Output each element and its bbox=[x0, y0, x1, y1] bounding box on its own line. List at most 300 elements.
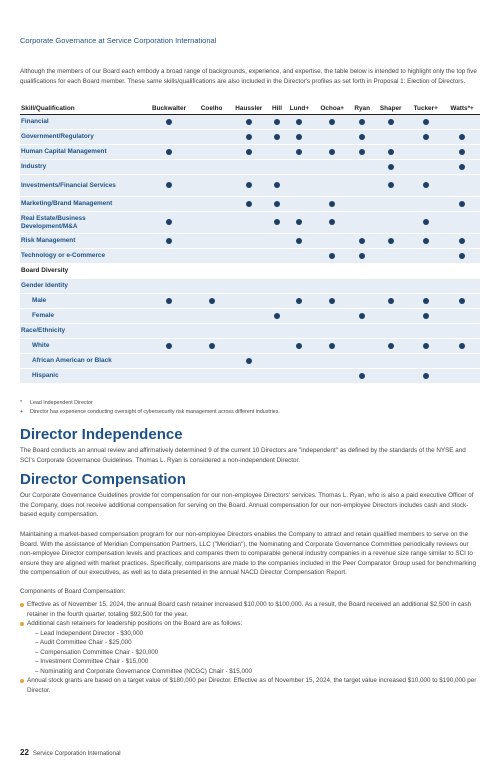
filled-dot-icon bbox=[274, 134, 280, 140]
table-row bbox=[20, 324, 480, 339]
bullet-dot-icon bbox=[20, 603, 24, 607]
filled-dot-icon bbox=[296, 298, 302, 304]
filled-dot-icon bbox=[388, 164, 394, 170]
filled-dot-icon bbox=[359, 134, 365, 140]
components-label: Components of Board Compensation: bbox=[20, 588, 126, 595]
table-cell bbox=[407, 160, 444, 175]
filled-dot-icon bbox=[423, 313, 429, 319]
compensation-bullets bbox=[20, 600, 482, 695]
table-cell bbox=[314, 324, 350, 339]
table-cell bbox=[195, 145, 228, 160]
filled-dot-icon bbox=[274, 119, 280, 125]
table-row bbox=[20, 294, 480, 309]
filled-dot-icon bbox=[459, 343, 465, 349]
filled-dot-icon bbox=[388, 182, 394, 188]
filled-dot-icon bbox=[296, 238, 302, 244]
table-row bbox=[20, 234, 480, 249]
table-cell bbox=[314, 175, 350, 197]
filled-dot-icon bbox=[359, 253, 365, 259]
director-column-header: Watts*+ bbox=[444, 102, 480, 115]
table-cell bbox=[374, 279, 407, 294]
table-cell bbox=[228, 339, 269, 354]
filled-dot-icon bbox=[166, 298, 172, 304]
table-cell bbox=[350, 145, 374, 160]
table-cell bbox=[285, 197, 315, 212]
table-cell bbox=[195, 279, 228, 294]
table-cell bbox=[228, 115, 269, 130]
table-cell bbox=[195, 354, 228, 369]
table-cell bbox=[350, 294, 374, 309]
table-cell bbox=[269, 175, 284, 197]
table-cell bbox=[285, 354, 315, 369]
table-cell bbox=[228, 354, 269, 369]
table-cell bbox=[350, 354, 374, 369]
row-label: African American or Black bbox=[20, 354, 143, 369]
row-label: Female bbox=[20, 309, 143, 324]
table-row bbox=[20, 115, 480, 130]
table-cell bbox=[314, 279, 350, 294]
table-cell bbox=[143, 212, 195, 234]
table-cell bbox=[350, 249, 374, 264]
table-cell bbox=[195, 212, 228, 234]
table-cell bbox=[195, 309, 228, 324]
table-row bbox=[20, 369, 480, 384]
table-row bbox=[20, 264, 480, 279]
table-cell bbox=[374, 309, 407, 324]
filled-dot-icon bbox=[329, 298, 335, 304]
table-cell bbox=[314, 354, 350, 369]
table-cell bbox=[444, 279, 480, 294]
filled-dot-icon bbox=[388, 119, 394, 125]
table-cell bbox=[143, 249, 195, 264]
table-cell bbox=[269, 115, 284, 130]
bullet-dot-icon bbox=[20, 622, 24, 626]
table-cell bbox=[228, 264, 269, 279]
table-cell bbox=[314, 130, 350, 145]
filled-dot-icon bbox=[296, 219, 302, 225]
table-cell bbox=[285, 160, 315, 175]
table-cell bbox=[407, 279, 444, 294]
table-cell bbox=[350, 212, 374, 234]
row-label: Gender Identity bbox=[20, 279, 143, 294]
director-column-header: Tucker+ bbox=[407, 102, 444, 115]
filled-dot-icon bbox=[359, 238, 365, 244]
table-cell bbox=[143, 354, 195, 369]
table-cell bbox=[314, 145, 350, 160]
filled-dot-icon bbox=[246, 134, 252, 140]
table-cell bbox=[143, 197, 195, 212]
row-label: Marketing/Brand Management bbox=[20, 197, 143, 212]
table-cell bbox=[314, 249, 350, 264]
list-item: Effective as of November 15, 2024, the annual Board cash retainer increased $10,000 to $100,000. As a result, the Board received an additional $2,500 in cash retainer in the fourth quarter, totaling $92,500 for the year. bbox=[20, 600, 482, 619]
table-cell bbox=[228, 160, 269, 175]
table-cell bbox=[228, 130, 269, 145]
table-cell bbox=[285, 130, 315, 145]
table-cell bbox=[195, 115, 228, 130]
table-cell bbox=[314, 369, 350, 384]
skill-column-header: Skill/Qualification bbox=[20, 102, 143, 115]
row-label: Technology or e-Commerce bbox=[20, 249, 143, 264]
table-cell bbox=[407, 212, 444, 234]
table-cell bbox=[407, 264, 444, 279]
table-cell bbox=[228, 249, 269, 264]
compensation-paragraph-1: Our Corporate Governance Guidelines provide for compensation for our non-employee Directors' services. Thomas L. Ryan, who is also a paid executive Officer of the Company, does not receive additional compensation for serving on the Board. Annual compensation for our non-employee Directors includes cash and stock-based equity compensation. bbox=[20, 492, 474, 518]
table-cell bbox=[374, 324, 407, 339]
table-cell bbox=[195, 160, 228, 175]
row-label: Male bbox=[20, 294, 143, 309]
retainer-item: – Compensation Committee Chair - $20,000 bbox=[35, 648, 159, 656]
table-row bbox=[20, 175, 480, 197]
retainer-item: – Lead Independent Director - $30,000 bbox=[35, 629, 144, 637]
table-cell bbox=[143, 130, 195, 145]
row-label: Financial bbox=[20, 115, 143, 130]
filled-dot-icon bbox=[274, 313, 280, 319]
table-cell bbox=[374, 212, 407, 234]
table-cell bbox=[228, 294, 269, 309]
table-row bbox=[20, 249, 480, 264]
table-cell bbox=[285, 212, 315, 234]
table-cell bbox=[314, 294, 350, 309]
filled-dot-icon bbox=[423, 298, 429, 304]
filled-dot-icon bbox=[209, 343, 215, 349]
table-cell bbox=[269, 160, 284, 175]
filled-dot-icon bbox=[459, 201, 465, 207]
filled-dot-icon bbox=[329, 343, 335, 349]
table-cell bbox=[444, 294, 480, 309]
filled-dot-icon bbox=[166, 219, 172, 225]
filled-dot-icon bbox=[166, 238, 172, 244]
table-cell bbox=[285, 145, 315, 160]
table-cell bbox=[285, 115, 315, 130]
table-cell bbox=[269, 324, 284, 339]
row-label: Real Estate/Business Development/M&A bbox=[20, 212, 143, 234]
table-cell bbox=[444, 234, 480, 249]
table-cell bbox=[143, 145, 195, 160]
table-cell bbox=[350, 160, 374, 175]
table-cell bbox=[374, 354, 407, 369]
table-cell bbox=[407, 234, 444, 249]
table-cell bbox=[407, 309, 444, 324]
retainer-item: – Audit Committee Chair - $25,000 bbox=[35, 639, 132, 646]
table-row bbox=[20, 145, 480, 160]
filled-dot-icon bbox=[329, 253, 335, 259]
table-cell bbox=[195, 249, 228, 264]
filled-dot-icon bbox=[359, 149, 365, 155]
page-number: 22 bbox=[20, 748, 29, 757]
page-footer bbox=[20, 748, 121, 757]
row-label: Industry bbox=[20, 160, 143, 175]
table-cell bbox=[444, 160, 480, 175]
filled-dot-icon bbox=[388, 298, 394, 304]
retainer-item: – Nominating and Corporate Governance Committee (NCGC) Chair - $15,000 bbox=[35, 667, 252, 675]
table-cell bbox=[407, 145, 444, 160]
table-cell bbox=[350, 264, 374, 279]
table-cell bbox=[314, 309, 350, 324]
table-cell bbox=[269, 212, 284, 234]
table-cell bbox=[444, 354, 480, 369]
table-cell bbox=[444, 115, 480, 130]
table-cell bbox=[195, 324, 228, 339]
table-cell bbox=[407, 339, 444, 354]
table-cell bbox=[285, 294, 315, 309]
table-cell bbox=[143, 339, 195, 354]
table-cell bbox=[195, 234, 228, 249]
filled-dot-icon bbox=[166, 119, 172, 125]
table-cell bbox=[407, 130, 444, 145]
table-cell bbox=[195, 130, 228, 145]
filled-dot-icon bbox=[423, 182, 429, 188]
independence-paragraph: The Board conducts an annual review and affirmatively determined 9 of the current 10 Directors are "independent" as defined by the standards of the NYSE and SCI's Corporate Governance Guidelines. Thomas L. Ryan is considered a non-independent Director. bbox=[20, 447, 466, 464]
table-cell bbox=[350, 197, 374, 212]
director-column-header: Ryan bbox=[350, 102, 374, 115]
table-cell bbox=[143, 309, 195, 324]
table-cell bbox=[269, 234, 284, 249]
table-cell bbox=[269, 130, 284, 145]
independence-heading: Director Independence bbox=[20, 426, 183, 443]
table-cell bbox=[407, 294, 444, 309]
row-label: Risk Management bbox=[20, 234, 143, 249]
table-cell bbox=[228, 145, 269, 160]
table-cell bbox=[143, 160, 195, 175]
table-cell bbox=[143, 115, 195, 130]
filled-dot-icon bbox=[296, 343, 302, 349]
table-row bbox=[20, 354, 480, 369]
table-cell bbox=[444, 175, 480, 197]
filled-dot-icon bbox=[296, 119, 302, 125]
filled-dot-icon bbox=[246, 182, 252, 188]
table-cell bbox=[407, 249, 444, 264]
table-cell bbox=[314, 234, 350, 249]
table-cell bbox=[374, 294, 407, 309]
table-cell bbox=[143, 324, 195, 339]
table-cell bbox=[269, 145, 284, 160]
filled-dot-icon bbox=[359, 119, 365, 125]
filled-dot-icon bbox=[423, 343, 429, 349]
table-cell bbox=[285, 264, 315, 279]
row-label: Board Diversity bbox=[20, 264, 143, 279]
table-row bbox=[20, 130, 480, 145]
table-cell bbox=[350, 324, 374, 339]
footnote: * Lead Independent Director bbox=[20, 400, 93, 406]
footer-company: Service Corporation International bbox=[32, 751, 121, 757]
table-cell bbox=[350, 369, 374, 384]
director-column-header: Buckwalter bbox=[143, 102, 195, 115]
director-column-header: Coelho bbox=[195, 102, 228, 115]
table-cell bbox=[314, 160, 350, 175]
table-cell bbox=[228, 309, 269, 324]
table-cell bbox=[269, 339, 284, 354]
table-row bbox=[20, 197, 480, 212]
table-cell bbox=[269, 279, 284, 294]
filled-dot-icon bbox=[423, 119, 429, 125]
filled-dot-icon bbox=[329, 201, 335, 207]
filled-dot-icon bbox=[459, 298, 465, 304]
table-cell bbox=[444, 309, 480, 324]
filled-dot-icon bbox=[459, 253, 465, 259]
table-cell bbox=[444, 197, 480, 212]
compensation-paragraph-2: Maintaining a market-based compensation program for our non-employee Directors enables the Company to attract and retain qualified members to serve on the Board. With the assistance of Meridian Compensation Partners, LLC ("Meridian"), the Nominating and Corporate Governance Committee periodically reviews our non-employee Director compensation levels and practices and compares them to comparable general industry companies in a revenue size range similar to SCI to ensure they are aligned with market practices. Specifically, comparisons are made to the companies included in the Peer Comparator Group used for benchmarking the compensation of our executives, as well as to data presented in the annual NACD Director Compensation Report. bbox=[20, 531, 476, 576]
filled-dot-icon bbox=[359, 373, 365, 379]
table-cell bbox=[407, 354, 444, 369]
director-column-header: Haussler bbox=[228, 102, 269, 115]
table-cell bbox=[285, 234, 315, 249]
table-cell bbox=[444, 264, 480, 279]
table-cell bbox=[228, 369, 269, 384]
filled-dot-icon bbox=[423, 219, 429, 225]
compensation-heading: Director Compensation bbox=[20, 471, 186, 488]
filled-dot-icon bbox=[246, 119, 252, 125]
table-cell bbox=[444, 212, 480, 234]
table-cell bbox=[285, 339, 315, 354]
table-cell bbox=[195, 339, 228, 354]
filled-dot-icon bbox=[296, 149, 302, 155]
table-cell bbox=[285, 175, 315, 197]
filled-dot-icon bbox=[388, 343, 394, 349]
filled-dot-icon bbox=[388, 238, 394, 244]
filled-dot-icon bbox=[166, 182, 172, 188]
table-cell bbox=[407, 369, 444, 384]
filled-dot-icon bbox=[459, 238, 465, 244]
filled-dot-icon bbox=[388, 149, 394, 155]
table-cell bbox=[143, 234, 195, 249]
table-cell bbox=[195, 369, 228, 384]
table-cell bbox=[444, 130, 480, 145]
director-column-header: Hill bbox=[269, 102, 284, 115]
table-cell bbox=[374, 160, 407, 175]
filled-dot-icon bbox=[329, 219, 335, 225]
bullet-dot-icon bbox=[20, 679, 24, 683]
table-cell bbox=[314, 115, 350, 130]
table-cell bbox=[374, 130, 407, 145]
row-label: White bbox=[20, 339, 143, 354]
table-cell bbox=[374, 145, 407, 160]
table-cell bbox=[314, 197, 350, 212]
table-cell bbox=[350, 130, 374, 145]
table-cell bbox=[228, 212, 269, 234]
filled-dot-icon bbox=[423, 134, 429, 140]
filled-dot-icon bbox=[274, 201, 280, 207]
table-cell bbox=[374, 175, 407, 197]
filled-dot-icon bbox=[329, 119, 335, 125]
table-header-row bbox=[20, 102, 480, 115]
footnote: + Director has experience conducting oversight of cybersecurity risk management across different industries. bbox=[20, 409, 280, 415]
table-cell bbox=[407, 115, 444, 130]
table-row bbox=[20, 212, 480, 234]
table-cell bbox=[228, 197, 269, 212]
table-cell bbox=[350, 115, 374, 130]
filled-dot-icon bbox=[246, 201, 252, 207]
filled-dot-icon bbox=[459, 149, 465, 155]
table-cell bbox=[143, 264, 195, 279]
table-cell bbox=[143, 294, 195, 309]
table-cell bbox=[269, 354, 284, 369]
table-cell bbox=[269, 197, 284, 212]
filled-dot-icon bbox=[166, 149, 172, 155]
table-cell bbox=[444, 145, 480, 160]
table-cell bbox=[143, 279, 195, 294]
filled-dot-icon bbox=[423, 238, 429, 244]
table-cell bbox=[374, 197, 407, 212]
table-cell bbox=[195, 294, 228, 309]
table-cell bbox=[374, 249, 407, 264]
table-cell bbox=[285, 369, 315, 384]
intro-paragraph: Although the members of our Board each embody a broad range of backgrounds, experience, and expertise, the table below is intended to highlight only the top five qualifications for each Board member. These same skills/qualifications are also included in the Director's profiles as set forth in Proposal 1: Election of Directors. bbox=[20, 68, 477, 85]
table-cell bbox=[143, 369, 195, 384]
filled-dot-icon bbox=[209, 298, 215, 304]
table-cell bbox=[374, 115, 407, 130]
row-label: Government/Regulatory bbox=[20, 130, 143, 145]
table-cell bbox=[228, 324, 269, 339]
table-cell bbox=[374, 234, 407, 249]
table-cell bbox=[269, 294, 284, 309]
director-column-header: Ochoa+ bbox=[314, 102, 350, 115]
filled-dot-icon bbox=[329, 149, 335, 155]
table-cell bbox=[350, 279, 374, 294]
list-item: Additional cash retainers for leadership positions on the Board are as follows: – Lead Independent Director - $30,000 – Audit Committee Chair - $25,000 – Compensation Committee Chair - $20,000 – Investment Committee Chair - $15,000 – Nominating and Corporate Governance Committee (NCGC) Chair - $15,000 bbox=[20, 619, 482, 676]
table-cell bbox=[228, 279, 269, 294]
table-cell bbox=[444, 324, 480, 339]
table-cell bbox=[285, 309, 315, 324]
row-label: Hispanic bbox=[20, 369, 143, 384]
table-cell bbox=[269, 249, 284, 264]
filled-dot-icon bbox=[459, 164, 465, 170]
table-cell bbox=[195, 175, 228, 197]
table-cell bbox=[350, 339, 374, 354]
table-cell bbox=[285, 249, 315, 264]
table-cell bbox=[195, 264, 228, 279]
table-cell bbox=[407, 197, 444, 212]
table-cell bbox=[285, 324, 315, 339]
filled-dot-icon bbox=[359, 313, 365, 319]
qualifications-table bbox=[20, 102, 480, 384]
table-cell bbox=[228, 234, 269, 249]
page-header: Corporate Governance at Service Corporation International bbox=[20, 36, 217, 45]
table-row bbox=[20, 160, 480, 175]
filled-dot-icon bbox=[166, 343, 172, 349]
table-row bbox=[20, 309, 480, 324]
table-cell bbox=[350, 175, 374, 197]
row-label: Race/Ethnicity bbox=[20, 324, 143, 339]
row-label: Human Capital Management bbox=[20, 145, 143, 160]
table-cell bbox=[269, 309, 284, 324]
table-cell bbox=[195, 197, 228, 212]
filled-dot-icon bbox=[296, 134, 302, 140]
table-cell bbox=[269, 264, 284, 279]
filled-dot-icon bbox=[423, 373, 429, 379]
table-cell bbox=[407, 324, 444, 339]
filled-dot-icon bbox=[274, 219, 280, 225]
table-cell bbox=[143, 175, 195, 197]
table-row bbox=[20, 339, 480, 354]
table-cell bbox=[314, 339, 350, 354]
table-cell bbox=[444, 369, 480, 384]
filled-dot-icon bbox=[274, 182, 280, 188]
retainer-item: – Investment Committee Chair - $15,000 bbox=[35, 658, 149, 665]
list-item: Annual stock grants are based on a target value of $180,000 per Director. Effective as of November 15, 2024, the target value increased $10,000 to $190,000 per Director. bbox=[20, 676, 482, 695]
director-column-header: Shaper bbox=[374, 102, 407, 115]
filled-dot-icon bbox=[246, 358, 252, 364]
retainer-list bbox=[27, 629, 482, 677]
table-cell bbox=[374, 339, 407, 354]
row-label: Investments/Financial Services bbox=[20, 175, 143, 197]
table-row bbox=[20, 279, 480, 294]
table-cell bbox=[314, 212, 350, 234]
filled-dot-icon bbox=[459, 134, 465, 140]
table-cell bbox=[314, 264, 350, 279]
table-cell bbox=[374, 369, 407, 384]
table-cell bbox=[269, 369, 284, 384]
footnotes bbox=[20, 398, 280, 417]
